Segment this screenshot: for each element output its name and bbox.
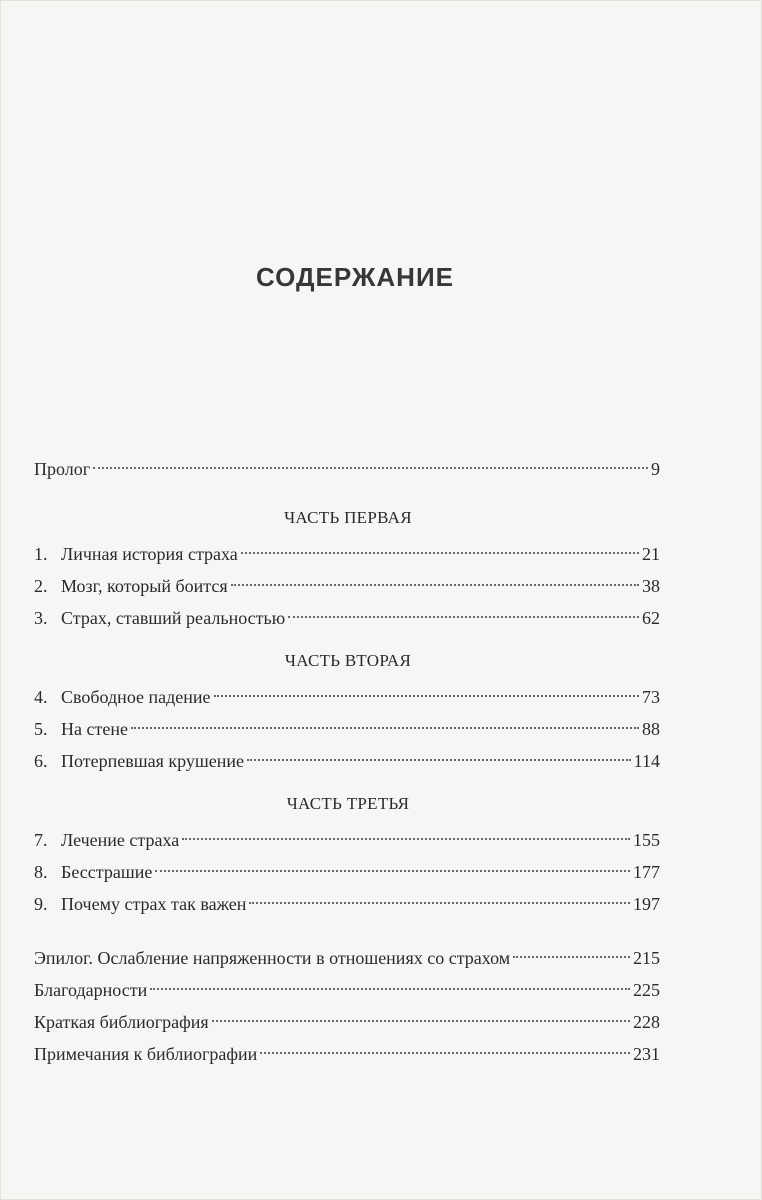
entry-number: 2. (34, 576, 48, 596)
dot-leader (513, 956, 630, 958)
toc-entry-prologue[interactable] (34, 453, 660, 485)
table-of-contents (34, 453, 660, 1070)
entry-title: Почему страх так важен (61, 894, 247, 914)
entry-number: 6. (34, 751, 48, 771)
dot-leader (131, 727, 639, 729)
entry-page-number: 9 (651, 459, 660, 479)
entry-page-number: 177 (633, 862, 660, 882)
entry-number: 4. (34, 687, 48, 707)
toc-entry-chapter-9[interactable] (34, 888, 660, 920)
entry-title: Примечания к библиографии (34, 1044, 258, 1064)
entry-page-number: 215 (633, 948, 660, 968)
entry-number: 7. (34, 830, 48, 850)
entry-page-number: 231 (633, 1044, 660, 1064)
dot-leader (150, 988, 630, 990)
entry-page-number: 225 (633, 980, 660, 1000)
entry-title: Свободное падение (61, 687, 211, 707)
toc-entry-bibliography[interactable] (34, 1006, 660, 1038)
entry-page-number: 114 (633, 751, 660, 771)
dot-leader (155, 870, 630, 872)
entry-title: Благодарности (34, 980, 148, 1000)
page-title: СОДЕРЖАНИЕ (256, 262, 454, 292)
entry-title: Эпилог. Ослабление напряженности в отношениях со страхом (34, 948, 511, 968)
entry-page-number: 155 (633, 830, 660, 850)
entry-page-number: 62 (642, 608, 660, 628)
entry-title: На стене (61, 719, 128, 739)
toc-entry-chapter-8[interactable] (34, 856, 660, 888)
part-heading-2: ЧАСТЬ ВТОРАЯ (284, 651, 412, 670)
dot-leader (288, 616, 639, 618)
entry-title: Страх, ставший реальностью (61, 608, 286, 628)
entry-page-number: 197 (633, 894, 660, 914)
toc-entry-acknowledgements[interactable] (34, 974, 660, 1006)
toc-entry-chapter-1[interactable] (34, 538, 660, 570)
entry-title: Личная история страха (61, 544, 238, 564)
part-heading-1: ЧАСТЬ ПЕРВАЯ (284, 508, 412, 527)
toc-entry-chapter-6[interactable] (34, 745, 660, 777)
toc-entry-chapter-3[interactable] (34, 602, 660, 634)
entry-page-number: 228 (633, 1012, 660, 1032)
entry-title: Бесстрашие (61, 862, 153, 882)
entry-title: Пролог (34, 459, 91, 479)
dot-leader (231, 584, 639, 586)
entry-number: 5. (34, 719, 48, 739)
entry-title: Потерпевшая крушение (61, 751, 244, 771)
dot-leader (212, 1020, 630, 1022)
toc-entry-chapter-7[interactable] (34, 824, 660, 856)
toc-entry-chapter-2[interactable] (34, 570, 660, 602)
dot-leader (241, 552, 639, 554)
entry-page-number: 21 (642, 544, 660, 564)
entry-page-number: 38 (642, 576, 660, 596)
entry-page-number: 73 (642, 687, 660, 707)
dot-leader (249, 902, 630, 904)
toc-entry-epilogue[interactable] (34, 942, 660, 974)
dot-leader (247, 759, 631, 761)
toc-entry-bibliography-notes[interactable] (34, 1038, 660, 1070)
entry-number: 8. (34, 862, 48, 882)
entry-number: 9. (34, 894, 48, 914)
entry-title: Мозг, который боится (61, 576, 228, 596)
entry-title: Лечение страха (61, 830, 180, 850)
toc-entry-chapter-5[interactable] (34, 713, 660, 745)
dot-leader (182, 838, 630, 840)
dot-leader (93, 467, 648, 469)
dot-leader (214, 695, 639, 697)
part-heading-3: ЧАСТЬ ТРЕТЬЯ (286, 794, 410, 813)
entry-title: Краткая библиография (34, 1012, 209, 1032)
entry-page-number: 88 (642, 719, 660, 739)
entry-number: 3. (34, 608, 48, 628)
entry-number: 1. (34, 544, 48, 564)
dot-leader (260, 1052, 630, 1054)
toc-entry-chapter-4[interactable] (34, 681, 660, 713)
